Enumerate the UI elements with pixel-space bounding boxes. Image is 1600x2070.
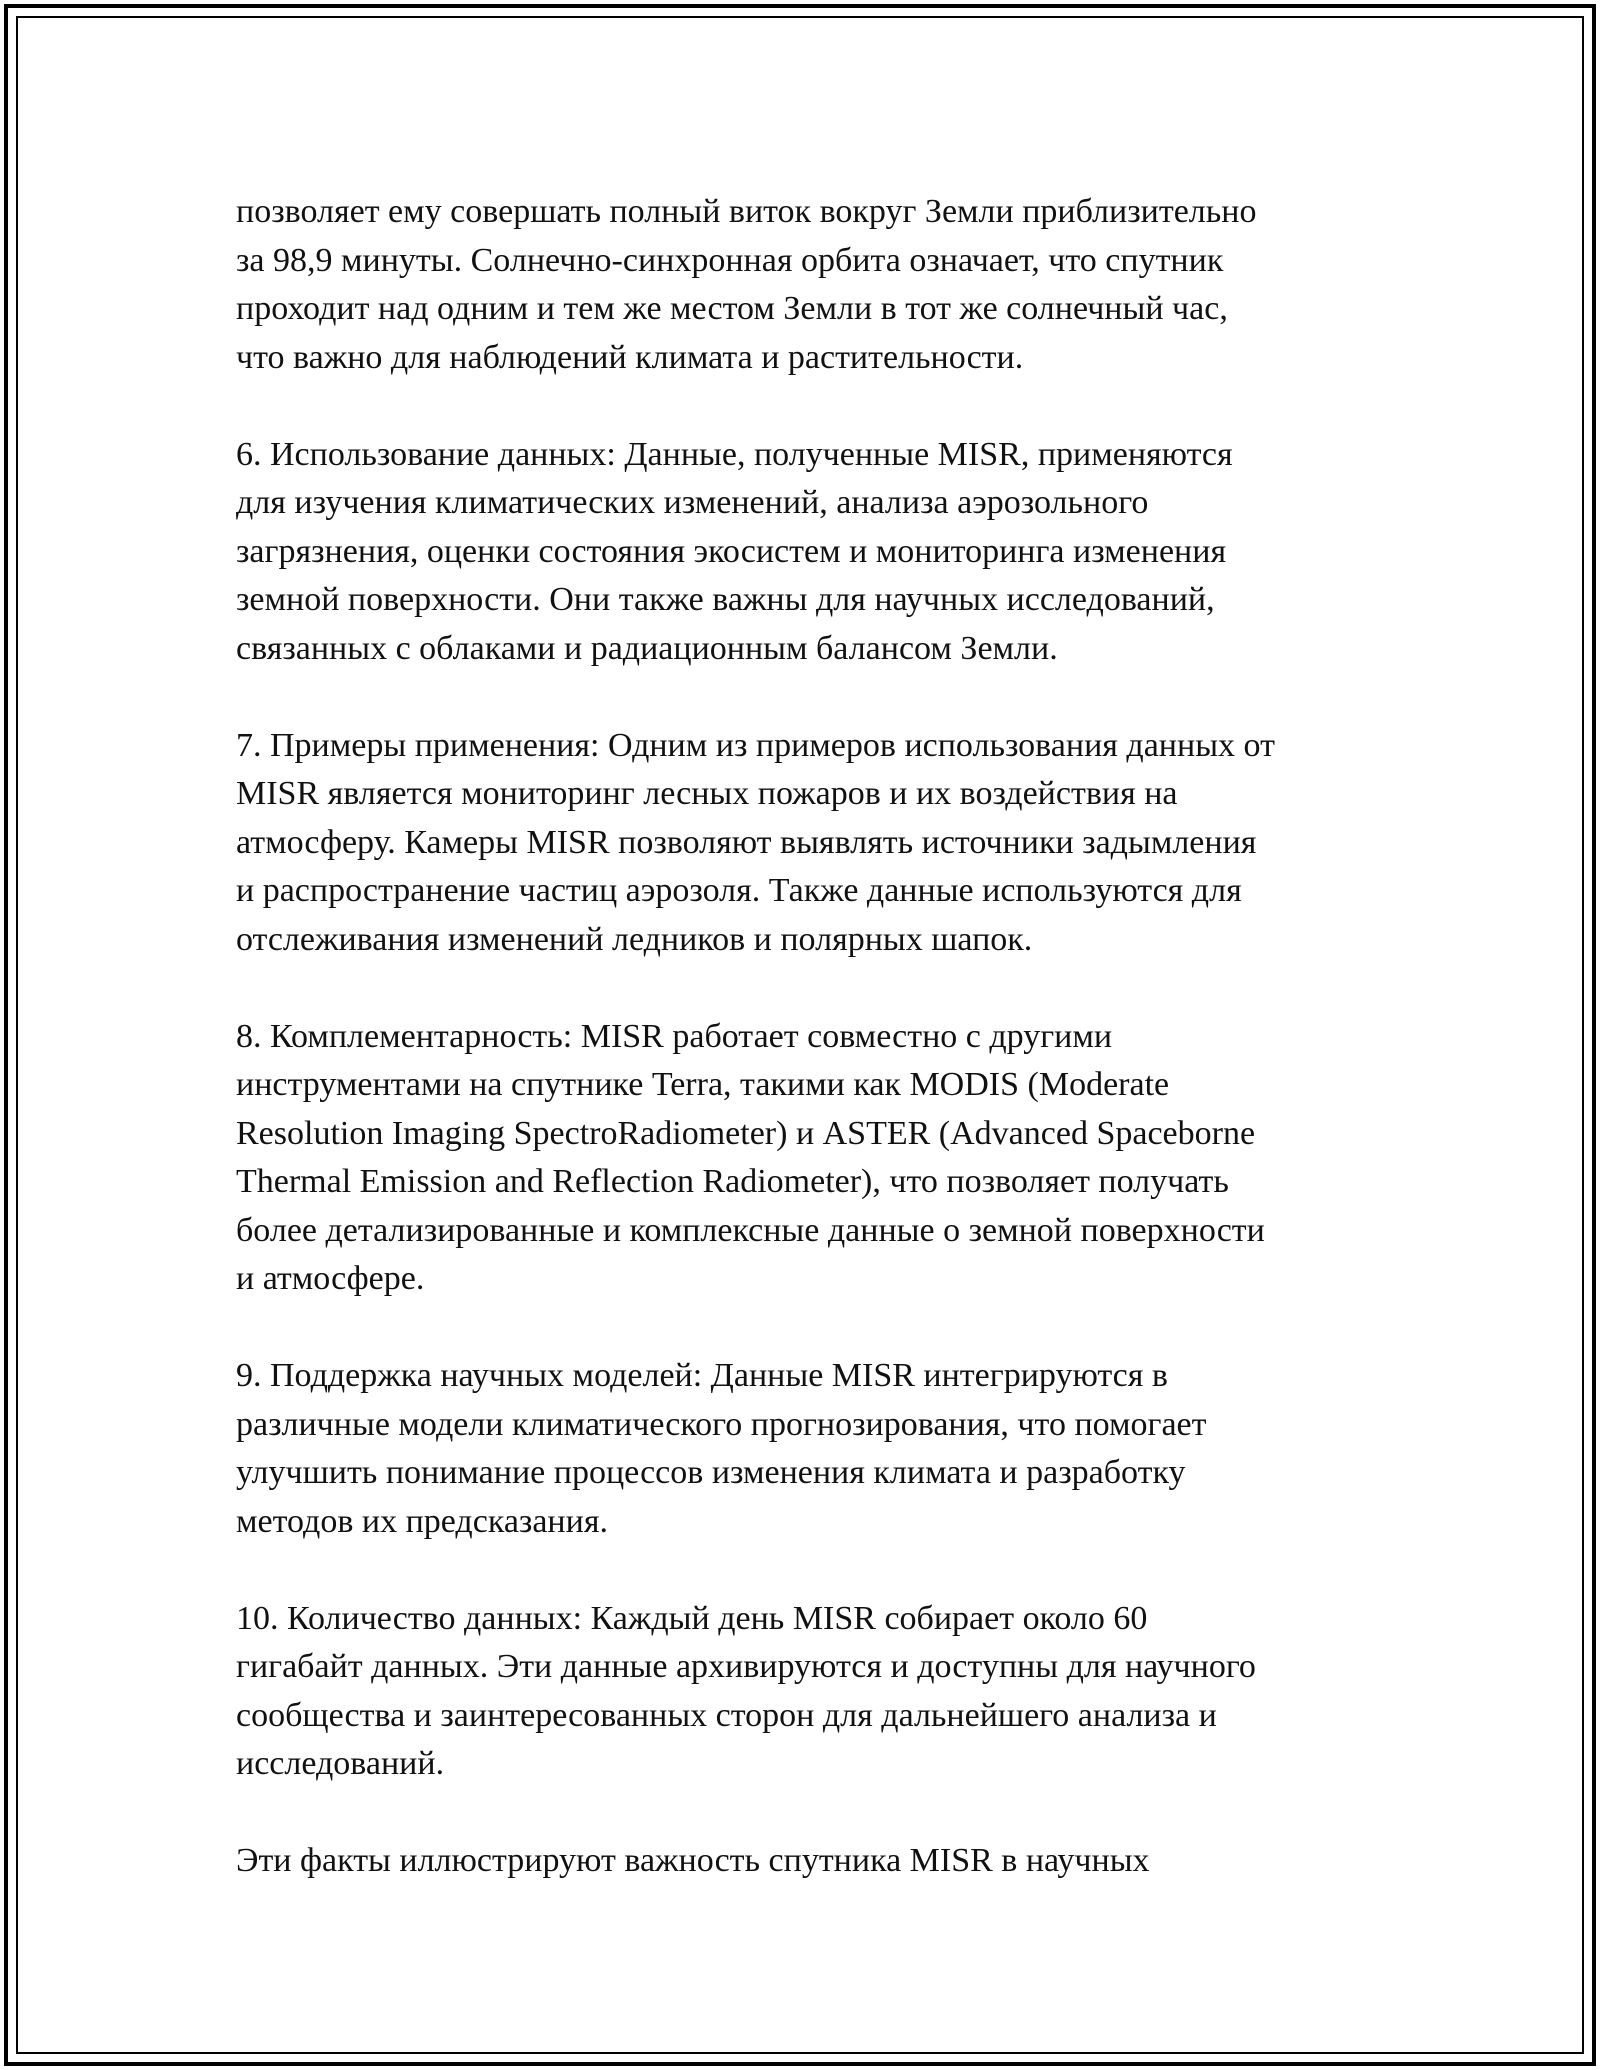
text-line: инструментами на спутнике Terra, такими как MODIS (Moderate: [236, 1066, 1170, 1103]
text-line: Thermal Emission and Reflection Radiometer), что позволяет получать: [236, 1163, 1229, 1200]
text-line: 10. Количество данных: Каждый день MISR собирает около 60: [236, 1599, 1148, 1637]
text-line: 7. Примеры применения: Одним из примеров использования данных от: [236, 726, 1275, 764]
text-line: Resolution Imaging SpectroRadiometer) и ASTER (Advanced Spaceborne: [236, 1114, 1256, 1152]
paragraph-application-examples: [236, 722, 1366, 965]
text-line: что важно для наблюдений климата и растительности.: [236, 338, 1024, 376]
text-line: за 98,9 минуты. Солнечно-синхронная орбита означает, что спутник: [236, 241, 1224, 279]
text-line: 6. Использование данных: Данные, полученные MISR, применяются: [236, 435, 1233, 473]
text-line: проходит над одним и тем же местом Земли в тот же солнечный час,: [236, 290, 1228, 327]
text-line: и распространение частиц аэрозоля. Также данные используются для: [236, 872, 1242, 909]
text-line: Эти факты иллюстрируют важность спутника MISR в научных: [236, 1842, 1150, 1879]
text-line: атмосферу. Камеры MISR позволяют выявлять источники задымления: [236, 823, 1257, 861]
text-line: для изучения климатических изменений, анализа аэрозольного: [236, 484, 1149, 521]
text-line: 9. Поддержка научных моделей: Данные MISR интегрируются в: [236, 1357, 1168, 1394]
paragraph-data-usage: [236, 431, 1366, 674]
text-line: земной поверхности. Они также важны для научных исследований,: [236, 581, 1215, 618]
paragraph-conclusion: [236, 1837, 1366, 1886]
text-line: различные модели климатического прогнозирования, что помогает: [236, 1405, 1207, 1443]
paragraph-orbit: [236, 188, 1366, 382]
paragraph-scientific-models: [236, 1352, 1366, 1546]
text-line: исследований.: [236, 1745, 445, 1782]
text-line: методов их предсказания.: [236, 1502, 608, 1540]
text-line: более детализированные и комплексные данные о земной поверхности: [236, 1211, 1265, 1249]
text-line: и атмосфере.: [236, 1260, 425, 1297]
text-line: сообщества и заинтересованных сторон для дальнейшего анализа и: [236, 1696, 1217, 1734]
text-line: загрязнения, оценки состояния экосистем и мониторинга изменения: [236, 532, 1227, 570]
text-line: улучшить понимание процессов изменения климата и разработку: [236, 1454, 1186, 1491]
text-line: гигабайт данных. Эти данные архивируются и доступны для научного: [236, 1648, 1256, 1685]
document-body: [236, 188, 1366, 1934]
paragraph-data-volume: [236, 1595, 1366, 1789]
text-line: отслеживания изменений ледников и полярных шапок.: [236, 920, 1033, 958]
text-line: позволяет ему совершать полный виток вокруг Земли приблизительно: [236, 193, 1257, 230]
text-line: связанных с облаками и радиационным балансом Земли.: [236, 629, 1058, 667]
paragraph-complementarity: [236, 1013, 1366, 1304]
text-line: MISR является мониторинг лесных пожаров и их воздействия на: [236, 775, 1178, 812]
text-line: 8. Комплементарность: MISR работает совместно с другими: [236, 1017, 1113, 1055]
